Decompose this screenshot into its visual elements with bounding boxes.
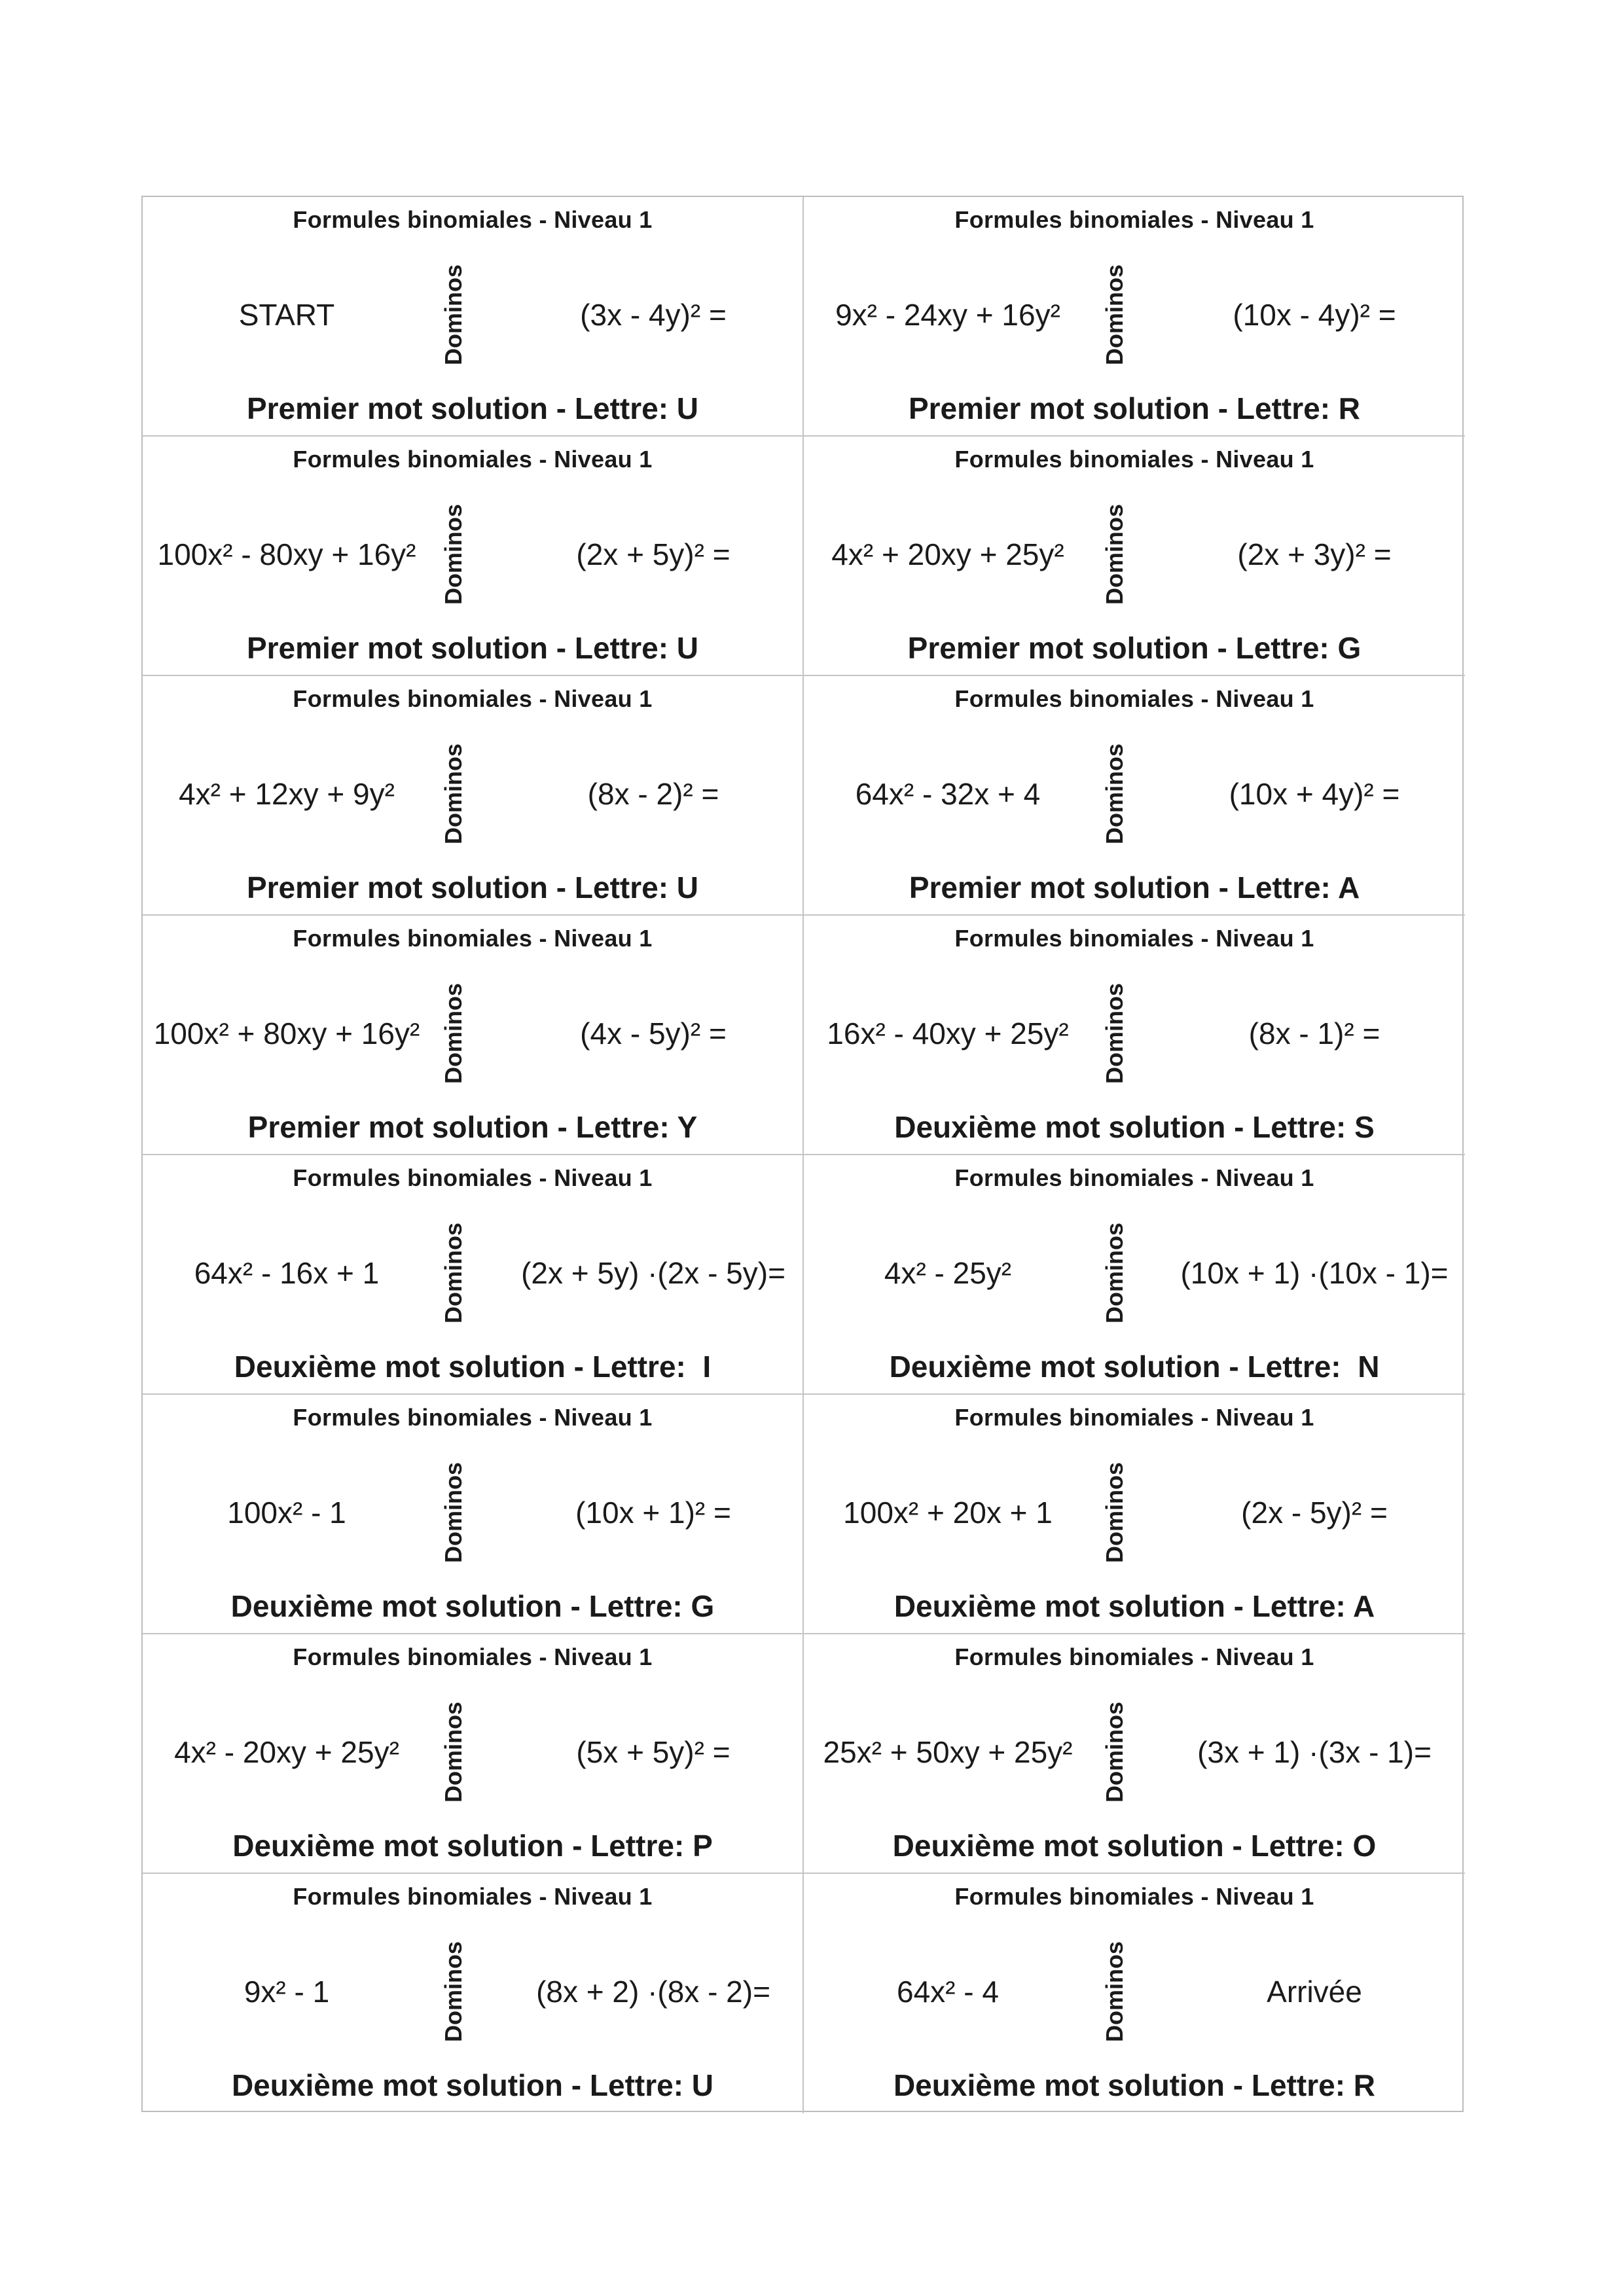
card-question: (4x - 5y)² =: [580, 1016, 727, 1050]
card-answer: 16x² - 40xy + 25y²: [827, 1016, 1069, 1050]
dominos-label: Dominos: [440, 1222, 467, 1324]
card-header: Formules binomiales - Niveau 1: [954, 1883, 1314, 1910]
card-question: (2x - 5y)² =: [1241, 1496, 1388, 1530]
card-answer: 25x² + 50xy + 25y²: [823, 1735, 1073, 1769]
card-header: Formules binomiales - Niveau 1: [954, 446, 1314, 473]
domino-card: [804, 437, 1465, 676]
card-question: (2x + 5y)² =: [576, 537, 731, 571]
dominos-label: Dominos: [1101, 1701, 1128, 1803]
card-question: (10x + 1)² =: [575, 1496, 731, 1530]
card-footer: Deuxième mot solution - Lettre: P: [232, 1829, 713, 1863]
card-side-label: [434, 1939, 473, 2044]
dominos-label: Dominos: [1101, 982, 1128, 1085]
card-side-label: [434, 502, 473, 607]
card-answer: 4x² - 25y²: [884, 1256, 1012, 1290]
card-side-label: [434, 981, 473, 1086]
card-header: Formules binomiales - Niveau 1: [954, 1404, 1314, 1431]
card-question: (3x - 4y)² =: [580, 298, 727, 332]
card-header: Formules binomiales - Niveau 1: [954, 1643, 1314, 1670]
card-side-label: [1095, 981, 1134, 1086]
domino-sheet: [141, 196, 1464, 2112]
card-header: Formules binomiales - Niveau 1: [293, 206, 653, 233]
card-header: Formules binomiales - Niveau 1: [954, 1164, 1314, 1191]
card-side-label: [434, 1221, 473, 1325]
card-answer: 100x² + 20x + 1: [843, 1496, 1053, 1530]
card-question: (10x + 4y)² =: [1229, 777, 1400, 811]
card-side-label: [1095, 742, 1134, 846]
card-side-label: [1095, 262, 1134, 367]
card-answer: START: [238, 298, 335, 332]
card-side-label: [1095, 1939, 1134, 2044]
card-answer: 100x² - 1: [227, 1496, 346, 1530]
domino-card: [143, 1874, 804, 2113]
card-question: (5x + 5y)² =: [576, 1735, 731, 1769]
card-side-label: [434, 1700, 473, 1804]
card-answer: 100x² + 80xy + 16y²: [153, 1016, 420, 1050]
domino-card: [143, 1395, 804, 1634]
card-question: (2x + 3y)² =: [1237, 537, 1392, 571]
card-answer: 64x² - 32x + 4: [855, 777, 1041, 811]
card-side-label: [1095, 1460, 1134, 1565]
card-question: Arrivée: [1267, 1975, 1362, 2009]
card-footer: Premier mot solution - Lettre: A: [909, 870, 1360, 905]
card-question: (10x + 1) ·(10x - 1)=: [1180, 1256, 1449, 1290]
card-answer: 4x² - 20xy + 25y²: [174, 1735, 399, 1769]
domino-card: [143, 676, 804, 916]
card-header: Formules binomiales - Niveau 1: [293, 1404, 653, 1431]
card-footer: Premier mot solution - Lettre: Y: [247, 1110, 698, 1144]
card-question: (8x + 2) ·(8x - 2)=: [536, 1975, 770, 2009]
domino-card: [804, 1874, 1465, 2113]
domino-card: [143, 1155, 804, 1395]
dominos-label: Dominos: [1101, 1462, 1128, 1564]
domino-card: [804, 1634, 1465, 1874]
card-question: (3x + 1) ·(3x - 1)=: [1197, 1735, 1432, 1769]
domino-card: [143, 437, 804, 676]
dominos-label: Dominos: [440, 264, 467, 366]
card-question: (8x - 2)² =: [587, 777, 719, 811]
card-answer: 64x² - 16x + 1: [194, 1256, 380, 1290]
card-header: Formules binomiales - Niveau 1: [293, 446, 653, 473]
card-side-label: [434, 1460, 473, 1565]
card-header: Formules binomiales - Niveau 1: [293, 685, 653, 712]
card-header: Formules binomiales - Niveau 1: [954, 685, 1314, 712]
card-footer: Deuxième mot solution - Lettre: U: [231, 2068, 714, 2102]
card-side-label: [434, 742, 473, 846]
card-footer: Deuxième mot solution - Lettre: O: [892, 1829, 1377, 1863]
card-footer: Premier mot solution - Lettre: U: [246, 391, 699, 425]
card-answer: 9x² - 24xy + 16y²: [835, 298, 1060, 332]
card-header: Formules binomiales - Niveau 1: [293, 925, 653, 952]
domino-card: [143, 197, 804, 437]
dominos-label: Dominos: [1101, 743, 1128, 845]
card-side-label: [1095, 502, 1134, 607]
dominos-label: Dominos: [1101, 1222, 1128, 1324]
dominos-label: Dominos: [440, 982, 467, 1085]
card-header: Formules binomiales - Niveau 1: [293, 1164, 653, 1191]
card-question: (8x - 1)² =: [1248, 1016, 1380, 1050]
card-question: (10x - 4y)² =: [1233, 298, 1396, 332]
card-answer: 64x² - 4: [897, 1975, 999, 2009]
card-answer: 4x² + 20xy + 25y²: [831, 537, 1064, 571]
card-side-label: [1095, 1700, 1134, 1804]
domino-card: [804, 916, 1465, 1155]
card-header: Formules binomiales - Niveau 1: [954, 206, 1314, 233]
dominos-label: Dominos: [440, 503, 467, 605]
card-header: Formules binomiales - Niveau 1: [293, 1883, 653, 1910]
card-side-label: [1095, 1221, 1134, 1325]
domino-card: [804, 1395, 1465, 1634]
card-header: Formules binomiales - Niveau 1: [293, 1643, 653, 1670]
dominos-label: Dominos: [440, 1941, 467, 2043]
card-footer: Premier mot solution - Lettre: U: [246, 631, 699, 665]
dominos-label: Dominos: [1101, 264, 1128, 366]
card-footer: Premier mot solution - Lettre: U: [246, 870, 699, 905]
card-header: Formules binomiales - Niveau 1: [954, 925, 1314, 952]
card-footer: Deuxième mot solution - Lettre: R: [893, 2068, 1376, 2102]
card-footer: Premier mot solution - Lettre: R: [908, 391, 1361, 425]
dominos-label: Dominos: [440, 1462, 467, 1564]
card-question: (2x + 5y) ·(2x - 5y)=: [521, 1256, 785, 1290]
domino-card: [804, 676, 1465, 916]
card-side-label: [434, 262, 473, 367]
card-footer: Deuxième mot solution - Lettre: S: [894, 1110, 1375, 1144]
domino-card: [143, 1634, 804, 1874]
card-footer: Deuxième mot solution - Lettre: A: [893, 1589, 1375, 1623]
dominos-label: Dominos: [1101, 1941, 1128, 2043]
card-footer: Premier mot solution - Lettre: G: [907, 631, 1362, 665]
card-answer: 100x² - 80xy + 16y²: [157, 537, 416, 571]
domino-card: [143, 916, 804, 1155]
dominos-label: Dominos: [440, 743, 467, 845]
dominos-label: Dominos: [1101, 503, 1128, 605]
card-answer: 9x² - 1: [244, 1975, 330, 2009]
card-footer: Deuxième mot solution - Lettre: I: [234, 1350, 712, 1384]
domino-card: [804, 1155, 1465, 1395]
card-answer: 4x² + 12xy + 9y²: [179, 777, 395, 811]
card-footer: Deuxième mot solution - Lettre: G: [230, 1589, 715, 1623]
domino-card: [804, 197, 1465, 437]
card-footer: Deuxième mot solution - Lettre: N: [889, 1350, 1380, 1384]
dominos-label: Dominos: [440, 1701, 467, 1803]
